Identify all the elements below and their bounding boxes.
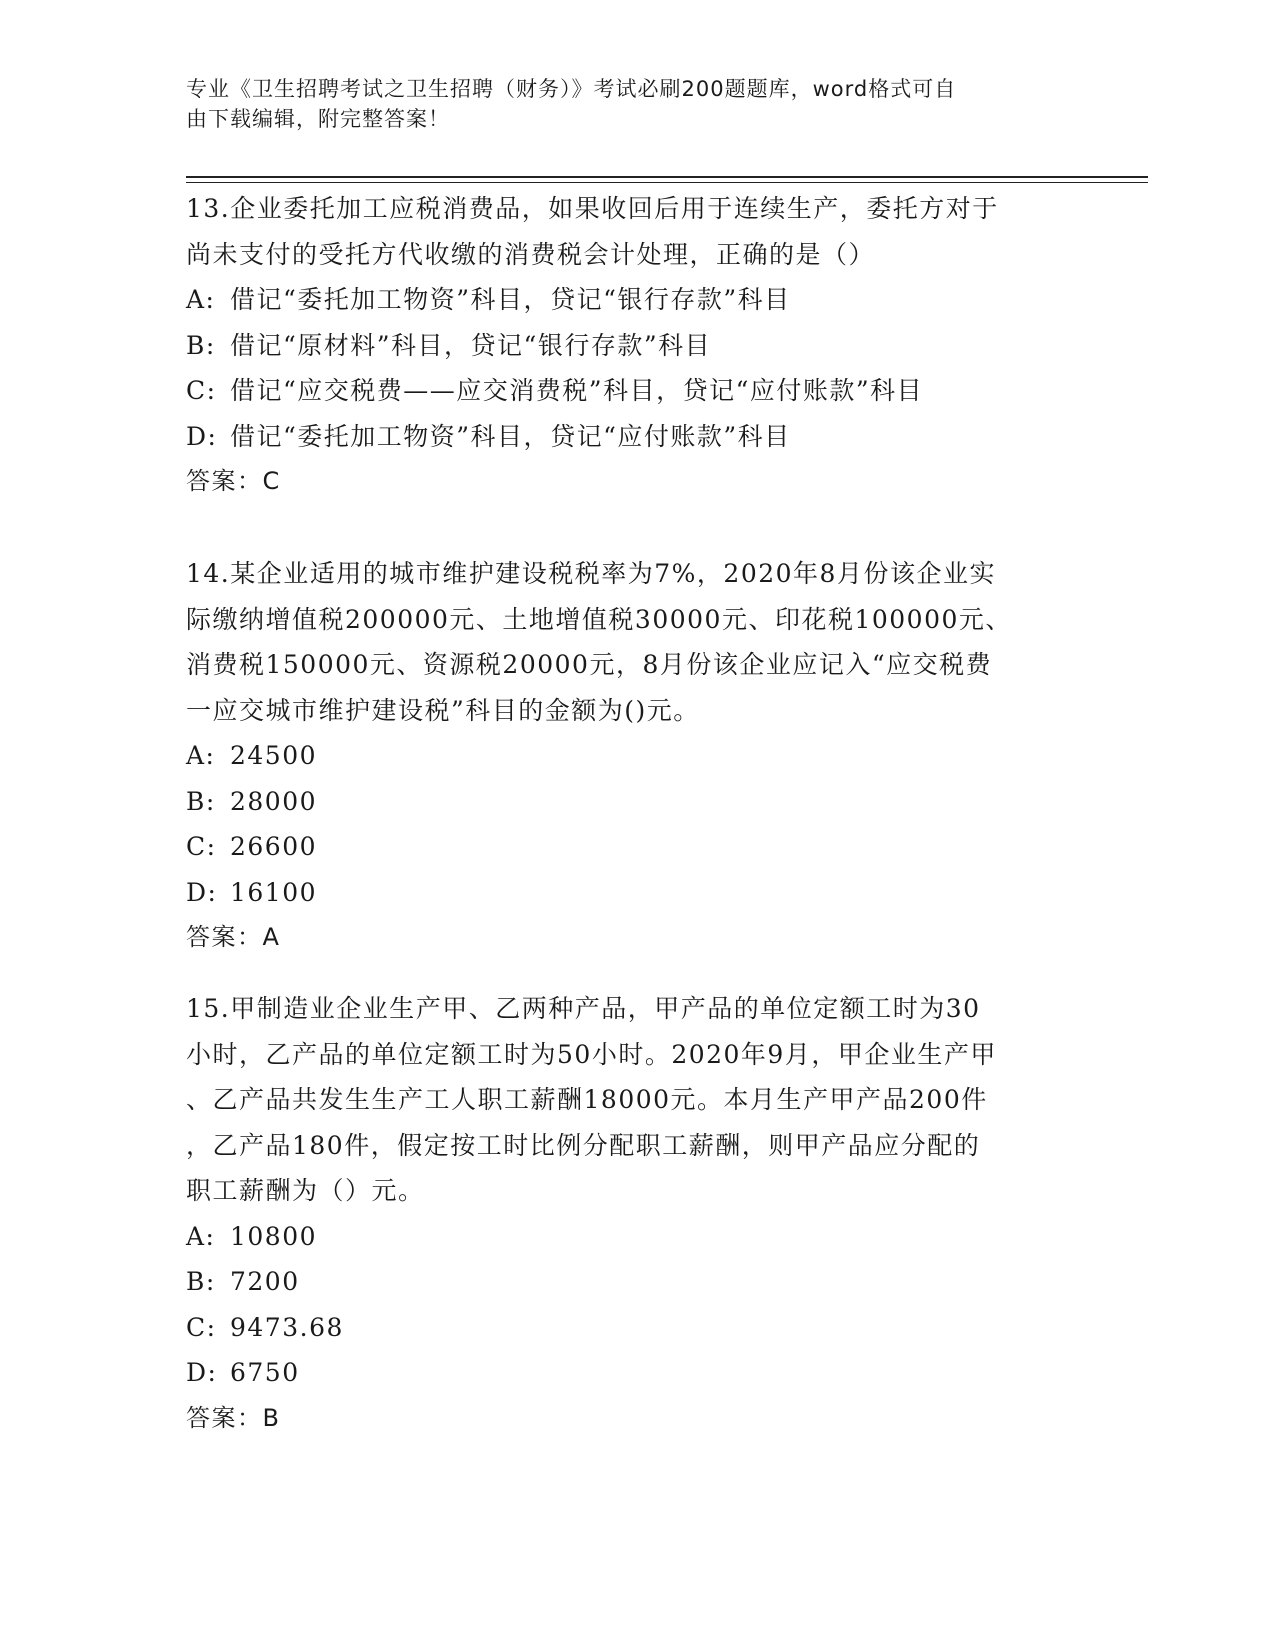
question-text-line: 际缴纳增值税200000元、土地增值税30000元、印花税100000元、: [186, 604, 1012, 634]
option-text: 10800: [230, 1221, 318, 1251]
option-text: 6750: [230, 1358, 300, 1387]
option-a: [186, 277, 1086, 323]
option-text: 借记“应交税费——应交消费税”科目，贷记“应付账款”科目: [230, 376, 924, 405]
option-d: [186, 870, 1086, 916]
option-b: [186, 323, 1086, 369]
question-text-line: 职工薪酬为（）元。: [186, 1176, 425, 1205]
option-label: A:: [186, 1221, 216, 1251]
option-label: C:: [186, 1312, 217, 1342]
option-text: 24500: [230, 741, 318, 770]
question-text-line: 13.企业委托加工应税消费品，如果收回后用于连续生产，委托方对于: [186, 194, 999, 223]
header-line: 专业《卫生招聘考试之卫生招聘（财务）》考试必刷200题题库，word格式可自: [186, 77, 957, 101]
option-d: [186, 1350, 1086, 1396]
option-c: [186, 1305, 1086, 1351]
option-text: 16100: [230, 877, 318, 907]
question-text-line: 小时，乙产品的单位定额工时为50小时。2020年9月，甲企业生产甲: [186, 1039, 997, 1069]
option-text: 借记“原材料”科目，贷记“银行存款”科目: [230, 330, 712, 360]
option-text: 7200: [230, 1267, 300, 1296]
question-13: [186, 186, 1086, 505]
document-header: [186, 74, 1066, 134]
option-c: [186, 368, 1086, 414]
question-text-line: 14.某企业适用的城市维护建设税税率为7%，2020年8月份该企业实: [186, 559, 996, 588]
option-b: [186, 1259, 1086, 1305]
option-text: 26600: [230, 832, 318, 861]
option-label: D:: [186, 1358, 218, 1387]
option-label: B:: [186, 1267, 216, 1296]
option-label: C:: [186, 832, 217, 861]
option-text: 借记“委托加工物资”科目，贷记“应付账款”科目: [230, 421, 791, 451]
option-label: D:: [186, 421, 218, 451]
header-divider-thick: [186, 176, 1148, 178]
option-d: [186, 414, 1086, 460]
option-b: [186, 779, 1086, 825]
option-label: A:: [186, 741, 216, 770]
option-label: A:: [186, 285, 216, 314]
question-text-line: ，乙产品180件，假定按工时比例分配职工薪酬，则甲产品应分配的: [186, 1130, 981, 1160]
option-label: D:: [186, 877, 218, 907]
option-a: [186, 1214, 1086, 1260]
option-label: B:: [186, 330, 216, 360]
header-divider-thin: [186, 182, 1148, 183]
option-c: [186, 824, 1086, 870]
question-text-line: 15.甲制造业企业生产甲、乙两种产品，甲产品的单位定额工时为30: [186, 994, 981, 1023]
question-text-line: 、乙产品共发生生产工人职工薪酬18000元。本月生产甲产品200件: [186, 1085, 988, 1114]
answer: 答案：C: [186, 467, 281, 495]
header-line: 由下载编辑，附完整答案！: [186, 107, 450, 131]
option-text: 9473.68: [230, 1312, 344, 1342]
question-text-line: 尚未支付的受托方代收缴的消费税会计处理，正确的是（）: [186, 239, 876, 269]
option-label: C:: [186, 376, 217, 405]
question-14: [186, 551, 1086, 961]
option-text: 借记“委托加工物资”科目，贷记“银行存款”科目: [230, 285, 791, 314]
option-label: B:: [186, 786, 216, 816]
option-a: [186, 733, 1086, 779]
question-15: [186, 986, 1086, 1441]
answer: 答案：A: [186, 923, 281, 951]
question-text-line: 一应交城市维护建设税”科目的金额为()元。: [186, 695, 700, 725]
option-text: 28000: [230, 786, 318, 816]
question-text-line: 消费税150000元、资源税20000元，8月份该企业应记入“应交税费: [186, 650, 993, 679]
answer: 答案：B: [186, 1403, 281, 1432]
